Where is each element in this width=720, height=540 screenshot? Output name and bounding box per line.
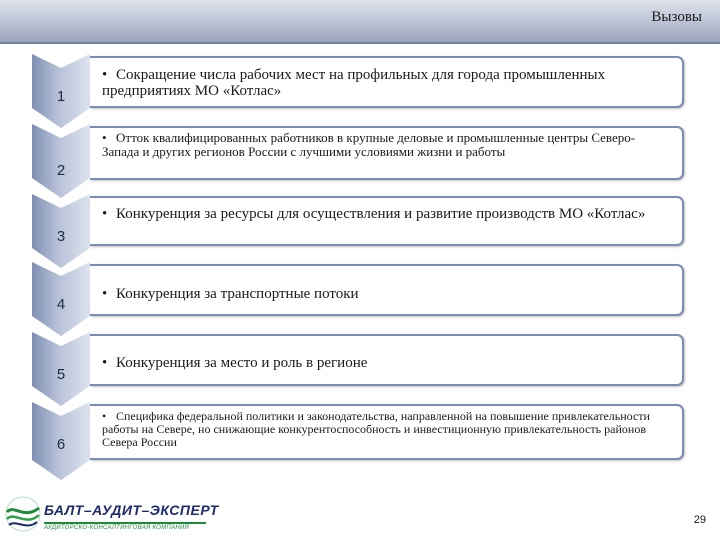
bullet-icon: • [102,409,107,423]
item-text: Специфика федеральной политики и законодательства, направленной на повышение привлекательности работы на Севере, но снижающие конкурентоспособность и инвестиционную привлекательность районов Севера России [102,409,650,449]
chevron-shape [32,124,90,198]
item-number: 6 [56,436,66,453]
bullet-icon: • [102,355,108,371]
wave-logo-icon [4,494,42,534]
item-number: 4 [56,296,66,313]
slide-title: Вызовы [651,9,702,25]
page-number: 29 [693,514,706,526]
bullet-icon: • [102,286,108,302]
bullet-icon: • [102,206,108,222]
item-box [90,196,684,246]
item-number: 3 [56,228,66,245]
company-logo [4,490,244,538]
item-number: 2 [56,162,66,179]
item-box [90,56,684,108]
logo-divider [44,522,206,524]
logo-subtitle: АУДИТОРСКО-КОНСАЛТИНГОВАЯ КОМПАНИЯ [44,525,189,531]
item-box [90,264,684,316]
item-box [90,404,684,460]
item-number: 5 [56,366,66,383]
item-box [90,126,684,180]
item-number: 1 [56,88,66,105]
item-text: Отток квалифицированных работников в крупные деловые и промышленные центры Северо-Запада и других регионов России с лучшими условиями жизни и работы [102,130,636,160]
item-text: Сокращение числа рабочих мест на профильных для города промышленных предприятиях МО «Котлас» [102,67,606,100]
bullet-icon: • [102,130,107,145]
item-text: Конкуренция за ресурсы для осуществления и развитие производств МО «Котлас» [116,206,646,222]
bullet-icon: • [102,67,108,83]
header-bar [0,0,720,44]
logo-name: БАЛТ–АУДИТ–ЭКСПЕРТ [44,502,219,518]
item-text: Конкуренция за место и роль в регионе [116,355,368,371]
item-box [90,334,684,386]
item-text: Конкуренция за транспортные потоки [116,286,359,302]
